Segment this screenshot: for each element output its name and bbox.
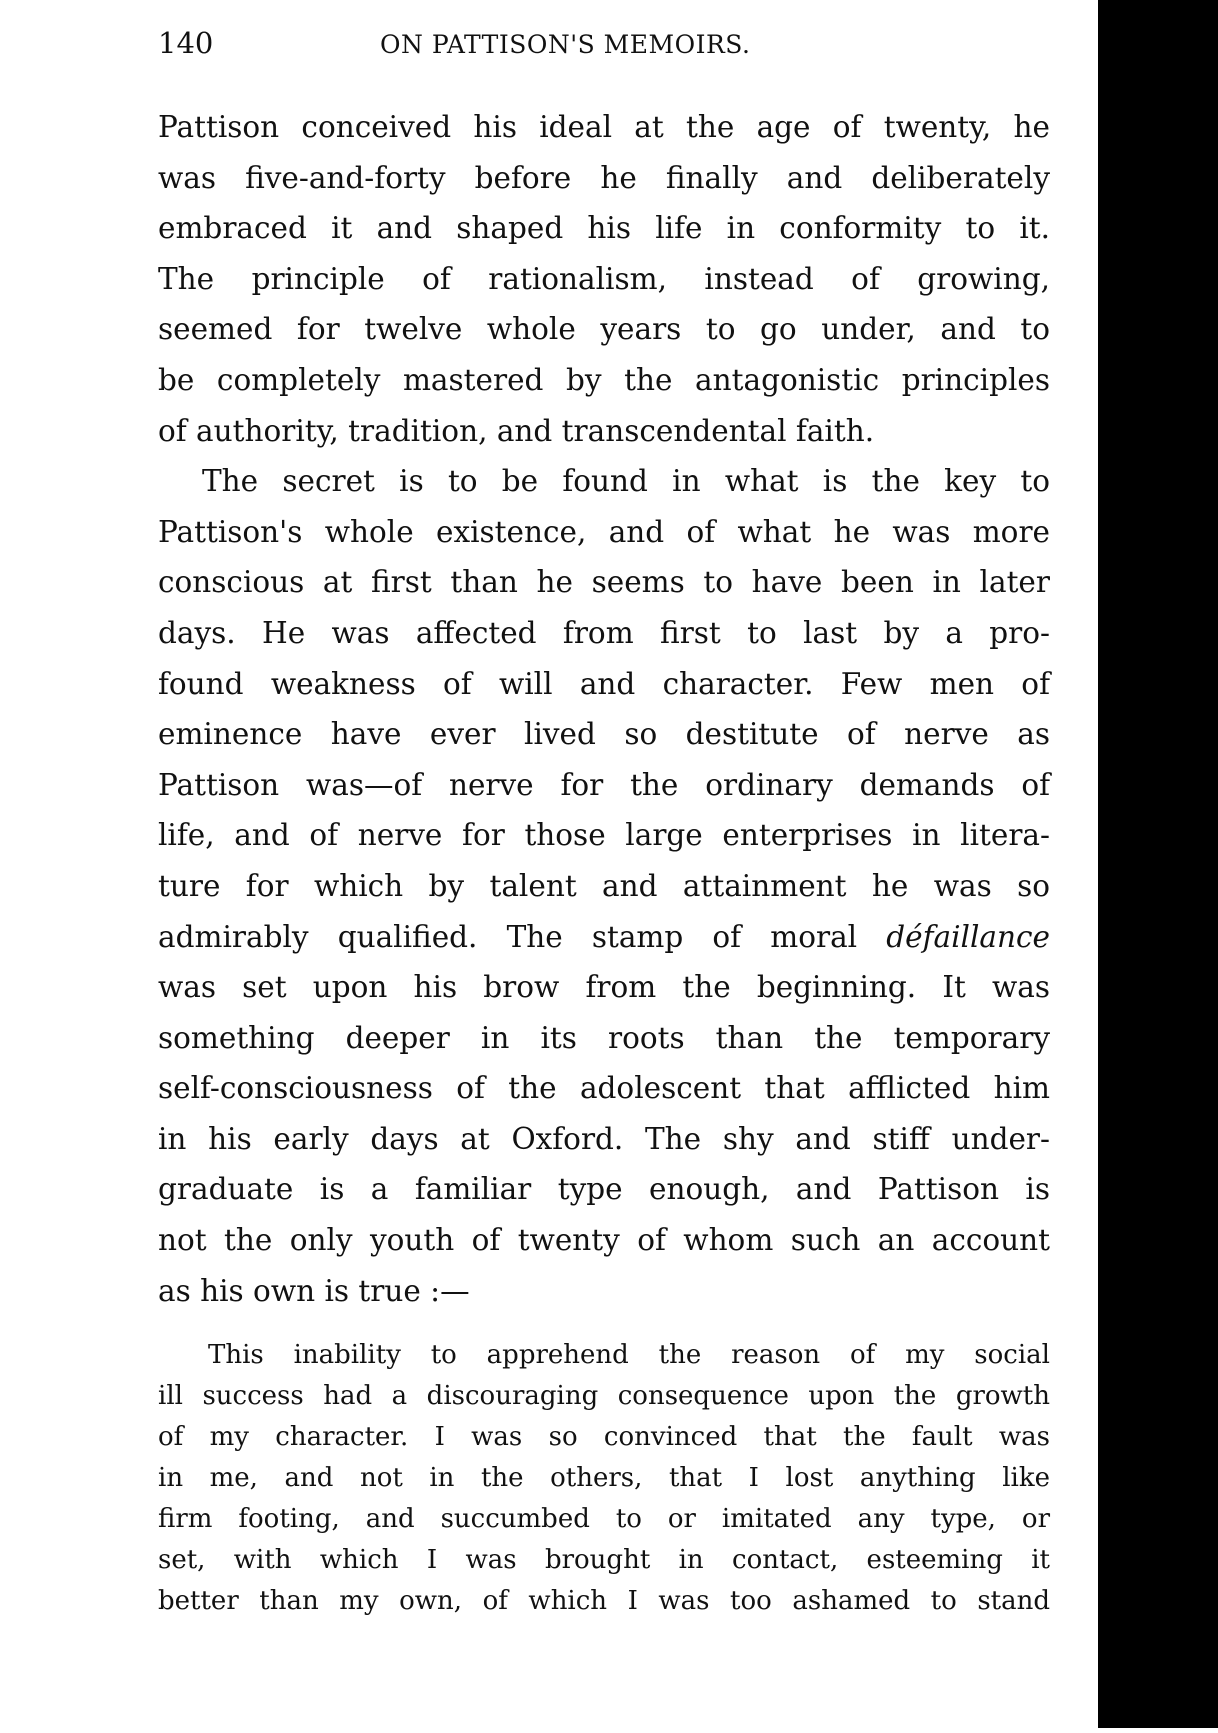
text-line: eminence have ever lived so destitute of nerve as: [158, 717, 1050, 752]
quote-line: set, with which I was brought in contact, esteeming it: [158, 1545, 1050, 1575]
text-line: in his early days at Oxford. The shy and stiff under-: [158, 1121, 1050, 1156]
quote-line: ill success had a discouraging consequence upon the growth: [158, 1381, 1050, 1411]
text-line: [158, 912, 1050, 963]
text-line: seemed for twelve whole years to go under, and to: [158, 312, 1050, 347]
text-line: embraced it and shaped his life in conformity to it.: [158, 211, 1050, 246]
quote-line: in me, and not in the others, that I lost anything like: [158, 1463, 1050, 1493]
text-line: found weakness of will and character. Few men of: [158, 666, 1050, 701]
text-line: graduate is a familiar type enough, and Pattison is: [158, 1172, 1050, 1207]
text-line: as his own is true :—: [158, 1273, 470, 1308]
text-line: ture for which by talent and attainment he was so: [158, 868, 1050, 903]
italic-term: défaillance: [886, 919, 1050, 954]
text-line: be completely mastered by the antagonistic principles: [158, 362, 1050, 397]
text-line: self-consciousness of the adolescent that afflicted him: [158, 1071, 1050, 1106]
quote-line: better than my own, of which I was too ashamed to stand: [158, 1586, 1050, 1616]
text-line: days. He was affected from first to last by a pro-: [158, 615, 1050, 650]
block-quote: [158, 1335, 1050, 1622]
text-segment: admirably qualified. The stamp of moral: [158, 919, 858, 954]
text-line: conscious at first than he seems to have been in later: [158, 565, 1050, 600]
text-line: life, and of nerve for those large enterprises in litera-: [158, 818, 1050, 853]
page-number: 140: [158, 26, 214, 60]
text-line: Pattison's whole existence, and of what he was more: [158, 514, 1050, 549]
text-line: of authority, tradition, and transcendental faith.: [158, 413, 875, 448]
text-line: was five-and-forty before he finally and deliberately: [158, 160, 1050, 195]
body-text: [158, 102, 1050, 1316]
text-line: was set upon his brow from the beginning. It was: [158, 970, 1050, 1005]
text-line: The secret is to be found in what is the key to: [202, 464, 1050, 499]
text-line: not the only youth of twenty of whom such an account: [158, 1223, 1050, 1258]
text-line: The principle of rationalism, instead of growing,: [158, 261, 1050, 296]
scan-edge-black-bar: [1098, 0, 1218, 1728]
quote-line: This inability to apprehend the reason of my social: [208, 1340, 1050, 1370]
quote-line: of my character. I was so convinced that the fault was: [158, 1422, 1050, 1452]
text-line: something deeper in its roots than the temporary: [158, 1020, 1050, 1055]
text-line: Pattison was—of nerve for the ordinary demands of: [158, 767, 1050, 802]
quote-line: firm footing, and succumbed to or imitated any type, or: [158, 1504, 1050, 1534]
running-title: ON PATTISON'S MEMOIRS.: [380, 30, 751, 59]
text-line: Pattison conceived his ideal at the age of twenty, he: [158, 110, 1050, 144]
